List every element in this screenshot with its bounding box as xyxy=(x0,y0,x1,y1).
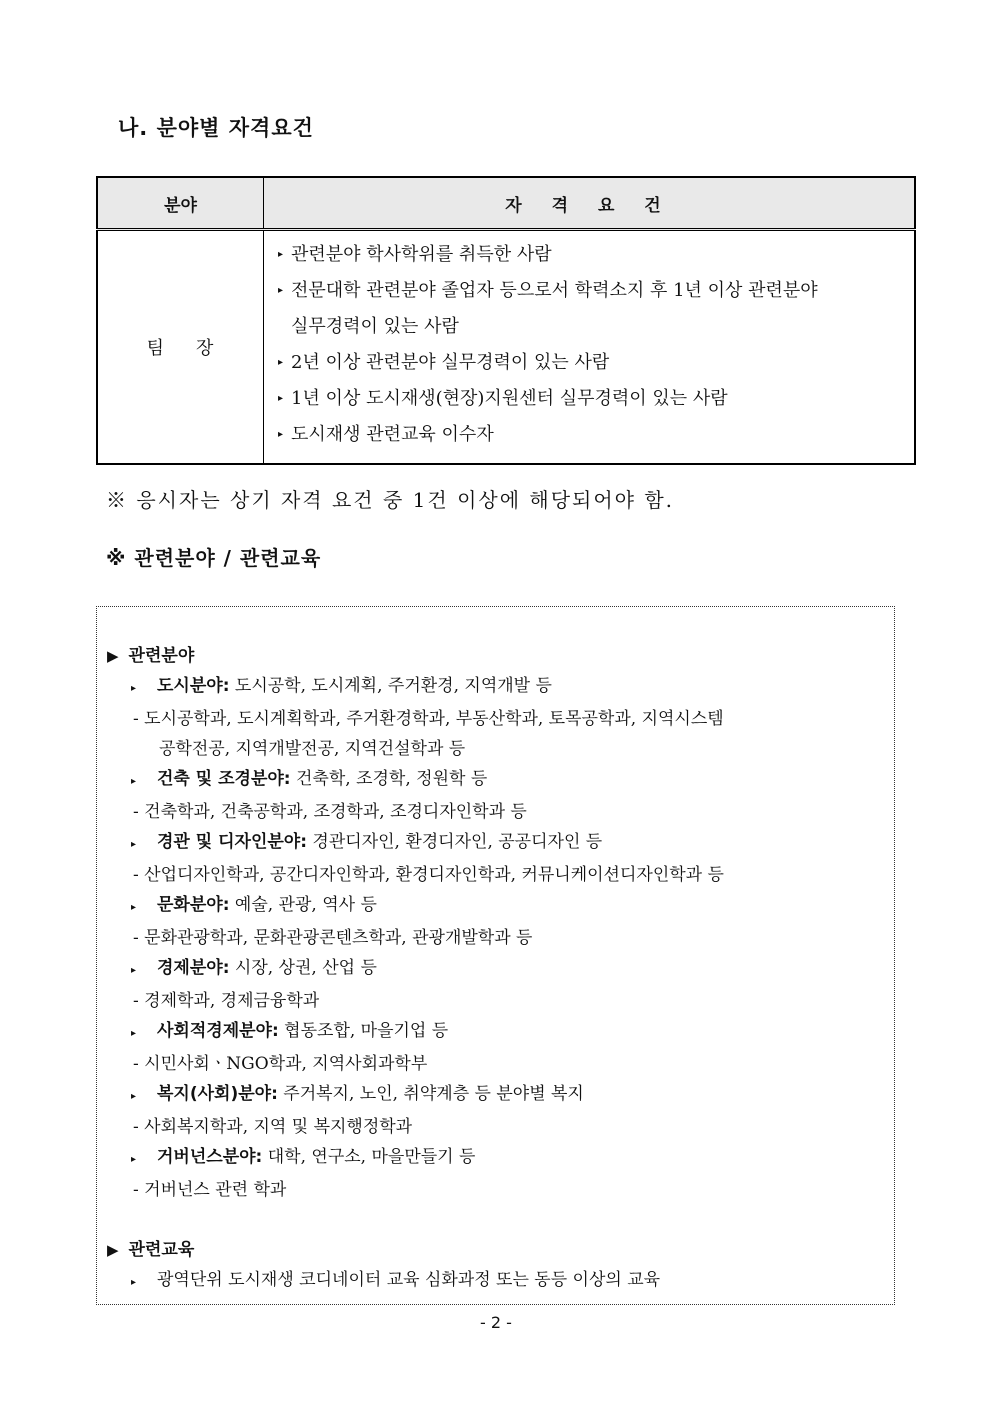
department-list: - 건축학과, 건축공학과, 조경학과, 조경디자인학과 등 xyxy=(133,802,527,822)
department-list: - 시민사회ㆍNGO학과, 지역사회과학부 xyxy=(133,1054,428,1074)
dash-marker: - xyxy=(133,865,145,885)
field-desc: 주거복지, 노인, 취약계층 등 분야별 복지 xyxy=(283,1084,584,1104)
department-list: - 경제학과, 경제금융학과 xyxy=(133,991,320,1011)
dash-marker: - xyxy=(133,1054,145,1074)
related-fields-title: ※ 관련분야 / 관련교육 xyxy=(106,546,322,570)
bullet-icon: ▸ xyxy=(131,839,137,850)
eligibility-note: ※ 응시자는 상기 자격 요건 중 1건 이상에 해당되어야 함. xyxy=(106,488,675,512)
department-list: 공학전공, 지역개발전공, 지역건설학과 등 xyxy=(159,739,466,759)
field-desc: 시장, 상권, 산업 등 xyxy=(234,958,377,978)
field-item xyxy=(107,953,888,986)
bullet-icon: ▸ xyxy=(131,1028,137,1039)
fields-header: ▶ 관련분야 xyxy=(107,646,195,666)
requirement-item-continued: 실무경력이 있는 사람 xyxy=(291,316,459,337)
education-header: ▶ 관련교육 xyxy=(107,1240,195,1260)
section-title: 나. 분야별 자격요건 xyxy=(118,116,314,140)
bullet-icon: ▸ xyxy=(278,285,284,296)
header-requirements: 자 격 요 건 xyxy=(264,177,916,230)
field-item xyxy=(107,1142,888,1175)
field-item xyxy=(107,764,888,797)
field-name: 경제분야: xyxy=(157,958,230,978)
field-name: 경관 및 디자인분야: xyxy=(157,832,308,852)
bullet-icon: ▸ xyxy=(131,1277,137,1288)
table-row xyxy=(97,230,915,465)
bullet-icon: ▸ xyxy=(131,776,137,787)
dash-marker: - xyxy=(133,1117,145,1137)
department-list: - 도시공학과, 도시계획학과, 주거환경학과, 부동산학과, 토목공학과, 지역시스템 xyxy=(133,709,724,729)
bullet-icon: ▸ xyxy=(278,357,284,368)
field-name: 거버넌스분야: xyxy=(157,1147,263,1167)
field-item xyxy=(107,671,888,704)
department-list: - 거버넌스 관련 학과 xyxy=(133,1180,287,1200)
bullet-icon: ▸ xyxy=(278,393,284,404)
bullet-icon: ▸ xyxy=(131,1091,137,1102)
page-number: - 2 - xyxy=(480,1313,512,1332)
field-desc: 도시공학, 도시계획, 주거환경, 지역개발 등 xyxy=(234,676,552,696)
triangle-right-icon: ▶ xyxy=(107,1241,119,1259)
field-item xyxy=(107,827,888,860)
dash-marker: - xyxy=(133,928,145,948)
header-field: 분야 xyxy=(97,177,264,230)
dash-marker: - xyxy=(133,1180,145,1200)
requirements-cell xyxy=(264,230,916,465)
field-item xyxy=(107,1079,888,1112)
bullet-icon: ▸ xyxy=(131,683,137,694)
field-name: 복지(사회)분야: xyxy=(157,1084,278,1104)
table-header-row xyxy=(97,177,915,230)
bullet-icon: ▸ xyxy=(278,249,284,260)
bullet-icon: ▸ xyxy=(131,902,137,913)
bullet-icon: ▸ xyxy=(131,965,137,976)
field-desc: 예술, 관광, 역사 등 xyxy=(234,895,377,915)
requirement-item: ▸ 도시재생 관련교육 이수자 xyxy=(278,417,906,453)
field-name: 사회적경제분야: xyxy=(157,1021,279,1041)
field-name: 건축 및 조경분야: xyxy=(157,769,291,789)
field-name: 문화분야: xyxy=(157,895,230,915)
requirement-item: ▸ 1년 이상 도시재생(현장)지원센터 실무경력이 있는 사람 xyxy=(278,381,906,417)
row-label: 팀장 xyxy=(97,230,264,465)
requirement-item: ▸ 2년 이상 관련분야 실무경력이 있는 사람 xyxy=(278,345,906,381)
bullet-icon: ▸ xyxy=(278,429,284,440)
bullet-icon: ▸ xyxy=(131,1154,137,1165)
field-desc: 협동조합, 마을기업 등 xyxy=(284,1021,449,1041)
requirement-item: ▸ 관련분야 학사학위를 취득한 사람 xyxy=(278,237,906,273)
dash-marker: - xyxy=(133,991,145,1011)
field-desc: 건축학, 조경학, 정원학 등 xyxy=(296,769,488,789)
qualification-table xyxy=(96,176,916,465)
department-list: - 문화관광학과, 문화관광콘텐츠학과, 관광개발학과 등 xyxy=(133,928,533,948)
requirement-item: ▸ 전문대학 관련분야 졸업자 등으로서 학력소지 후 1년 이상 관련분야 xyxy=(278,273,906,309)
dash-marker: - xyxy=(133,802,145,822)
dash-marker: - xyxy=(133,709,145,729)
field-name: 도시분야: xyxy=(157,676,230,696)
triangle-right-icon: ▶ xyxy=(107,647,119,665)
related-fields-box xyxy=(96,606,895,1305)
department-list: - 산업디자인학과, 공간디자인학과, 환경디자인학과, 커뮤니케이션디자인학과 등 xyxy=(133,865,724,885)
field-item xyxy=(107,1016,888,1049)
field-desc: 경관디자인, 환경디자인, 공공디자인 등 xyxy=(312,832,603,852)
field-item xyxy=(107,890,888,923)
field-desc: 대학, 연구소, 마을만들기 등 xyxy=(267,1147,476,1167)
department-list: - 사회복지학과, 지역 및 복지행정학과 xyxy=(133,1117,413,1137)
education-item: ▸ 광역단위 도시재생 코디네이터 교육 심화과정 또는 동등 이상의 교육 xyxy=(107,1265,888,1298)
